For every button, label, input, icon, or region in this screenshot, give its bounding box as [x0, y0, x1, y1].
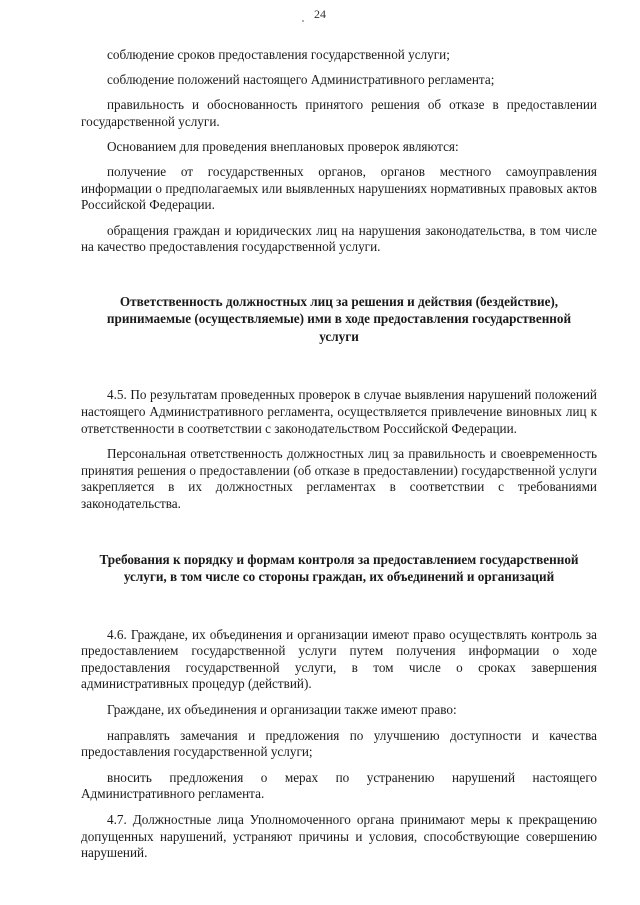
document-body [81, 47, 597, 862]
paragraph: обращения граждан и юридических лиц на нарушения законодательства, в том числе на качество предоставления государственной услуги. [81, 222, 597, 255]
scan-mark [302, 20, 304, 22]
heading-line: Ответственность должностных лиц за решения и действия (бездействие), [119, 293, 559, 309]
paragraph: соблюдение сроков предоставления государственной услуги; [107, 47, 450, 62]
paragraph: Граждане, их объединения и организации также имеют право: [107, 701, 457, 717]
paragraph: направлять замечания и предложения по улучшению доступности и качества предоставления государственной услуги; [81, 727, 597, 760]
paragraph: вносить предложения о мерах по устранению нарушений настоящего Административного регламента. [81, 769, 597, 802]
page-number: 24 [314, 7, 326, 21]
paragraph: правильность и обоснованность принятого решения об отказе в предоставлении государственной услуги. [81, 97, 597, 129]
paragraph: Основанием для проведения внеплановых проверок являются: [107, 139, 459, 155]
paragraph: соблюдение положений настоящего Административного регламента; [107, 71, 495, 87]
paragraph: Персональная ответственность должностных лиц за правильность и своевременность принятия решения о предоставлении (об отказе в предоставлении) государственной услуги закрепляется в их должностных регламентах в соответствии с требованиями законодательства. [81, 446, 597, 511]
heading-line: услуги [319, 328, 359, 344]
heading-line: принимаемые (осуществляемые) ими в ходе предоставления государственной [106, 311, 572, 327]
paragraph: 4.6. Граждане, их объединения и организации имеют право осуществлять контроль за предоставлением государственной услуги путем получения информации о ходе предоставления государственной услуги, в том числе о сроках завершения административных процедур (действий). [81, 626, 597, 692]
heading-line: Требования к порядку и формам контроля за предоставлением государственной [99, 551, 579, 567]
section-heading [81, 551, 597, 586]
section-heading [81, 293, 597, 346]
paragraph: получение от государственных органов, органов местного самоуправления информации о предполагаемых или выявленных нарушениях нормативных правовых актов Российской Федерации. [81, 163, 597, 213]
paragraph: 4.7. Должностные лица Уполномоченного органа принимают меры к прекращению допущенных нарушений, устраняют причины и условия, способствующие совершению нарушений. [81, 811, 597, 861]
heading-line: услуги, в том числе со стороны граждан, их объединений и организаций [123, 569, 555, 585]
paragraph: 4.5. По результатам проведенных проверок в случае выявления нарушений положений настоящего Административного регламента, осуществляется привлечение виновных лиц к ответственности в соответствии с законодательством Российской Федерации. [81, 387, 597, 436]
